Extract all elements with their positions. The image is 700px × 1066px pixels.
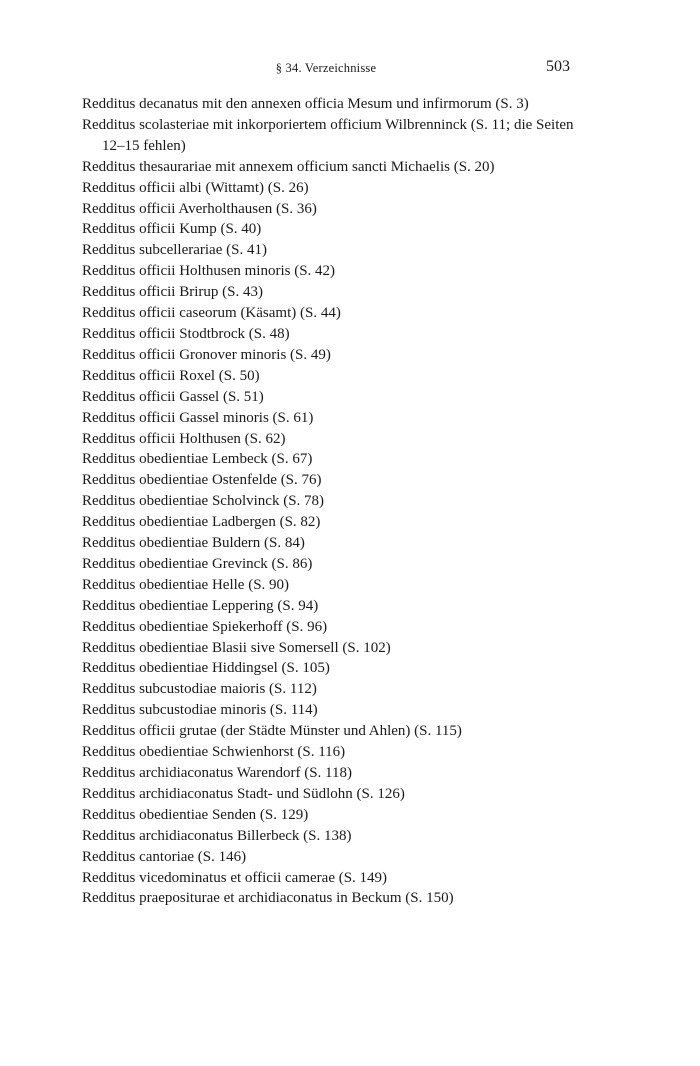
list-item: Redditus obedientiae Senden (S. 129) (82, 806, 309, 823)
list-item: Redditus officii Gassel minoris (S. 61) (82, 409, 314, 426)
list-item: Redditus officii caseorum (Käsamt) (S. 44) (82, 305, 341, 322)
list-item: Redditus obedientiae Grevinck (S. 86) (82, 555, 313, 572)
list-item: Redditus cantoriae (S. 146) (82, 848, 247, 865)
list-item: Redditus obedientiae Leppering (S. 94) (82, 597, 319, 614)
list-item: Redditus obedientiae Scholvinck (S. 78) (82, 493, 325, 510)
running-header (82, 58, 570, 78)
redditus-list (82, 94, 582, 909)
list-item: Redditus obedientiae Spiekerhoff (S. 96) (82, 618, 328, 635)
list-item: Redditus decanatus mit den annexen officia Mesum und infirmorum (S. 3) (82, 96, 529, 112)
list-item: Redditus obedientiae Helle (S. 90) (82, 576, 290, 593)
list-item: Redditus subcellerariae (S. 41) (82, 242, 267, 259)
list-item: Redditus subcustodiae minoris (S. 114) (82, 702, 318, 719)
list-item: Redditus officii Holthusen minoris (S. 42) (82, 263, 336, 280)
list-item: Redditus praepositurae et archidiaconatus in Beckum (S. 150) (82, 890, 454, 907)
section-title: § 34. Verzeichnisse (275, 61, 377, 75)
list-item: Redditus obedientiae Schwienhorst (S. 116) (82, 744, 346, 761)
list-item: Redditus officii Brirup (S. 43) (82, 284, 263, 301)
list-item: Redditus officii Holthusen (S. 62) (82, 430, 286, 447)
list-item: Redditus officii Gassel (S. 51) (82, 388, 264, 405)
list-item: Redditus obedientiae Ostenfelde (S. 76) (82, 472, 322, 489)
list-item: Redditus obedientiae Ladbergen (S. 82) (82, 514, 321, 531)
list-item: Redditus archidiaconatus Billerbeck (S. 138) (82, 827, 352, 844)
list-item: Redditus officii Stodtbrock (S. 48) (82, 325, 290, 342)
list-item: Redditus obedientiae Buldern (S. 84) (82, 535, 305, 552)
list-item: Redditus archidiaconatus Warendorf (S. 118) (82, 765, 352, 781)
list-item: Redditus subcustodiae maioris (S. 112) (82, 681, 317, 698)
list-item: Redditus officii Averholthausen (S. 36) (82, 200, 317, 217)
list-item: Redditus obedientiae Blasii sive Somersell (S. 102) (82, 639, 391, 656)
list-item: Redditus vicedominatus et officii camerae (S. 149) (82, 869, 388, 886)
list-item: Redditus archidiaconatus Stadt- und Südlohn (S. 126) (82, 785, 405, 802)
list-item: Redditus officii Roxel (S. 50) (82, 367, 260, 384)
list-item: Redditus officii Kump (S. 40) (82, 221, 262, 238)
list-item: Redditus obedientiae Hiddingsel (S. 105) (82, 660, 330, 677)
page-number: 503 (546, 58, 570, 75)
list-item: Redditus scolasteriae mit inkorporiertem officium Wilbrenninck (S. 11; die Seiten 12–15 fehlen) (82, 116, 574, 154)
list-item: Redditus officii Gronover minoris (S. 49) (82, 346, 331, 363)
list-item: Redditus officii albi (Wittamt) (S. 26) (82, 179, 309, 196)
list-item: Redditus officii grutae (der Städte Münster und Ahlen) (S. 115) (82, 723, 462, 740)
list-item: Redditus thesaurariae mit annexem officium sancti Michaelis (S. 20) (82, 158, 495, 175)
list-item: Redditus obedientiae Lembeck (S. 67) (82, 451, 313, 468)
